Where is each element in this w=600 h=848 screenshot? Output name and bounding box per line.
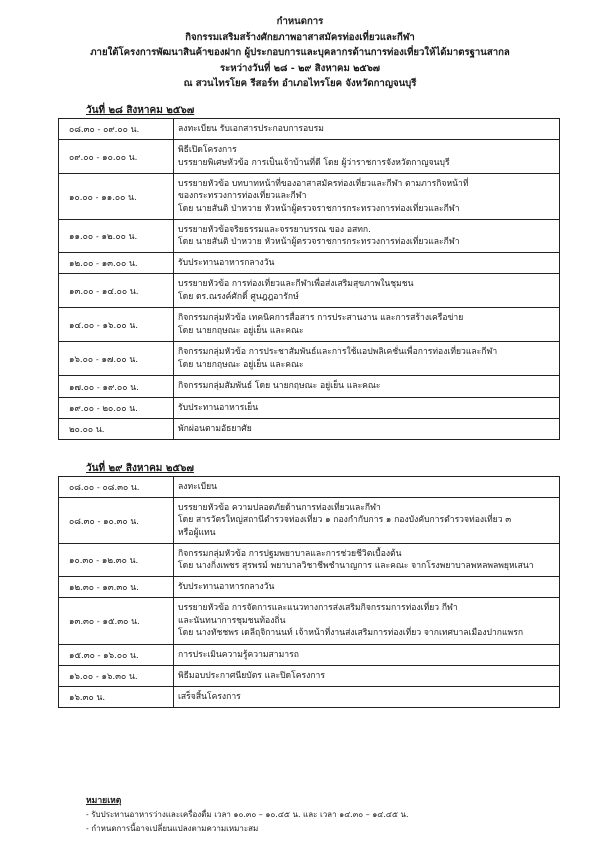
activity-line: กิจกรรมกลุ่มหัวข้อ เทคนิคการสื่อสาร การประสานงาน และการสร้างเครือข่าย xyxy=(178,313,464,323)
activity-line: กิจกรรมกลุ่มหัวข้อ การปฐมพยาบาลและการช่วยชีวิตเบื้องต้น xyxy=(178,548,402,559)
activity-line: พักผ่อนตามอัธยาศัย xyxy=(178,423,252,434)
schedule-row xyxy=(59,308,560,342)
activity-line: กิจกรรมกลุ่มหัวข้อ การประชาสัมพันธ์และการใช้แอปพลิเคชั่นเพื่อการท่องเที่ยวและกีฬา xyxy=(178,347,498,357)
activity-line: บรรยายหัวข้อจริยธรรมและจรรยาบรรณ ของ อสทก. xyxy=(178,224,371,235)
time-cell: ๑๓.๓๐ - ๑๕.๓๐ น. xyxy=(59,598,174,645)
activity-line: การประเมินความรู้ความสามารถ xyxy=(178,649,299,660)
time-cell: ๑๒.๐๐ - ๑๓.๐๐ น. xyxy=(59,253,174,274)
activity-cell xyxy=(174,342,560,376)
schedule-row xyxy=(59,220,560,253)
schedule-row xyxy=(59,687,560,708)
schedule-row xyxy=(59,174,560,220)
activity-line: รับประทานอาหารกลางวัน xyxy=(178,581,275,592)
schedule-row xyxy=(59,140,560,174)
time-cell: ๑๖.๐๐ - ๑๖.๓๐ น. xyxy=(59,666,174,687)
time-cell: ๑๖.๓๐ น. xyxy=(59,687,174,708)
day1-title: วันที่ ๒๘ สิงหาคม ๒๕๖๗ xyxy=(86,105,195,116)
schedule-row xyxy=(59,419,560,440)
activity-line: ลงทะเบียน รับเอกสารประกอบการอบรม xyxy=(178,123,324,134)
schedule-row xyxy=(59,577,560,598)
time-cell: ๑๙.๐๐ - ๒๐.๐๐ น. xyxy=(59,398,174,419)
activity-line: หรือผู้แทน xyxy=(178,527,216,538)
schedule-row xyxy=(59,645,560,666)
activity-line: โดย ดร.ณรงค์ศักดิ์ ศูนฎฎอารักษ์ xyxy=(178,291,299,302)
activity-line: รับประทานอาหารกลางวัน xyxy=(178,257,275,268)
time-cell: ๐๘.๓๐ - ๑๐.๓๐ น. xyxy=(59,498,174,544)
time-cell: ๑๓.๐๐ - ๑๔.๐๐ น. xyxy=(59,274,174,308)
time-cell: ๑๐.๐๐ - ๑๑.๐๐ น. xyxy=(59,174,174,220)
activity-cell xyxy=(174,140,560,174)
header-venue: ณ สวนไทรโยค รีสอร์ท อำเภอไทรโยค จังหวัดกาญจนบุรี xyxy=(183,78,417,90)
activity-line: บรรยายหัวข้อ การท่องเที่ยวและกีฬาเพื่อส่งเสริมสุขภาพในชุมชน xyxy=(178,279,414,289)
activity-line: โดย นายสันติ ป่าหวาย หัวหน้าผู้ตรวจราชการกระทรวงการท่องเที่ยวและกีฬา xyxy=(178,203,460,214)
activity-cell xyxy=(174,398,560,419)
activity-cell xyxy=(174,274,560,308)
time-cell: ๐๘.๓๐ - ๐๙.๐๐ น. xyxy=(59,119,174,140)
schedule-row xyxy=(59,398,560,419)
header-project: ภายใต้โครงการพัฒนาสินค้าของฝาก ผู้ประกอบการและบุคลากรด้านการท่องเที่ยวให้ได้มาตรฐานสากล xyxy=(90,47,510,59)
activity-cell xyxy=(174,119,560,140)
time-cell: ๑๑.๐๐ - ๑๒.๐๐ น. xyxy=(59,220,174,253)
activity-line: โดย นางทัชชพร เดลีฤจิกานนท์ เจ้าหน้าที่งานส่งเสริมการท่องเที่ยว จากเทศบาลเมืองปากแพรก xyxy=(178,628,524,639)
schedule-row xyxy=(59,274,560,308)
time-cell: ๑๔.๐๐ - ๑๖.๐๐ น. xyxy=(59,308,174,342)
header-title: กำหนดการ xyxy=(276,16,324,27)
activity-cell xyxy=(174,544,560,577)
time-cell: ๑๕.๓๐ - ๑๖.๐๐ น. xyxy=(59,645,174,666)
schedule-row xyxy=(59,498,560,544)
activity-line: ลงทะเบียน xyxy=(178,481,218,492)
activity-line: โดย นายกฤษณะ อยู่เย็น และคณะ xyxy=(178,359,304,370)
header-dates: ระหว่างวันที่ ๒๘ - ๒๙ สิงหาคม ๒๕๖๗ xyxy=(220,62,380,74)
activity-cell xyxy=(174,308,560,342)
notes-section xyxy=(86,794,409,836)
schedule-row xyxy=(59,119,560,140)
time-cell: ๒๐.๐๐ น. xyxy=(59,419,174,440)
time-cell: ๑๐.๓๐ - ๑๒.๓๐ น. xyxy=(59,544,174,577)
activity-line: บรรยายหัวข้อ บทบาทหน้าที่ของอาสาสมัครท่องเที่ยวและกีฬา ตามภารกิจหน้าที่ xyxy=(178,178,469,189)
activity-line: บรรยายหัวข้อ ความปลอดภัยด้านการท่องเที่ยวและกีฬา xyxy=(178,502,381,513)
schedule-row xyxy=(59,376,560,398)
activity-cell xyxy=(174,174,560,220)
activity-cell xyxy=(174,220,560,253)
schedule-row xyxy=(59,253,560,274)
activity-line: โดย นายกฤษณะ อยู่เย็น และคณะ xyxy=(178,325,304,336)
activity-cell xyxy=(174,498,560,544)
activity-cell xyxy=(174,577,560,598)
schedule-row xyxy=(59,598,560,645)
activity-line: พิธีเปิดโครงการ xyxy=(178,145,237,155)
note-item: - รับประทานอาหารว่างและเครื่องดื่ม เวลา ๑๐.๓๐ – ๑๐.๔๕ น. และ เวลา ๑๔.๓๐ – ๑๔.๔๕ น. xyxy=(86,810,409,819)
notes-title: หมายเหตุ xyxy=(86,796,122,806)
activity-line: พิธีมอบประกาศนียบัตร และปิดโครงการ xyxy=(178,670,325,681)
activity-line: และนันทนาการชุมชนท้องถิ่น xyxy=(178,615,286,626)
day2-schedule-table xyxy=(58,476,560,708)
activity-cell xyxy=(174,687,560,708)
schedule-row xyxy=(59,342,560,376)
activity-line: บรรยายพิเศษหัวข้อ การเป็นเจ้าบ้านที่ดี โดย ผู้ว่าราชการจังหวัดกาญจนบุรี xyxy=(178,157,450,168)
note-item: - กำหนดการนี้อาจเปลี่ยนแปลงตามความเหมาะสม xyxy=(86,824,259,833)
activity-line: ของกระทรวงการท่องเที่ยวและกีฬา xyxy=(178,191,307,202)
day2-title: วันที่ ๒๙ สิงหาคม ๒๕๖๗ xyxy=(86,463,194,474)
time-cell: ๐๙.๐๐ - ๑๐.๐๐ น. xyxy=(59,140,174,174)
activity-cell xyxy=(174,419,560,440)
activity-line: โดย นายสันติ ป่าหวาย หัวหน้าผู้ตรวจราชการกระทรวงการท่องเที่ยวและกีฬา xyxy=(178,237,460,247)
time-cell: ๑๒.๓๐ - ๑๓.๓๐ น. xyxy=(59,577,174,598)
activity-line: บรรยายหัวข้อ การจัดการและแนวทางการส่งเสริมกิจกรรมการท่องเที่ยว กีฬา xyxy=(178,603,458,614)
header-activity: กิจกรรมเสริมสร้างศักยภาพอาสาสมัครท่องเที่ยวและกีฬา xyxy=(185,31,415,43)
time-cell: ๑๗.๐๐ - ๑๙.๐๐ น. xyxy=(59,376,174,398)
activity-cell xyxy=(174,666,560,687)
activity-line: โดย สารวัตรใหญ่สถานีตำรวจท่องเที่ยว ๑ กองกำกับการ ๑ กองบังคับการตำรวจท่องเที่ยว ๓ xyxy=(178,515,512,526)
document-header xyxy=(0,14,600,92)
activity-cell xyxy=(174,253,560,274)
time-cell: ๐๘.๐๐ - ๐๘.๓๐ น. xyxy=(59,477,174,498)
activity-cell xyxy=(174,645,560,666)
activity-cell xyxy=(174,376,560,398)
schedule-row xyxy=(59,544,560,577)
schedule-row xyxy=(59,477,560,498)
day1-schedule-table xyxy=(58,118,560,440)
activity-line: เสร็จสิ้นโครงการ xyxy=(178,691,241,702)
activity-cell xyxy=(174,477,560,498)
activity-line: กิจกรรมกลุ่มสัมพันธ์ โดย นายกฤษณะ อยู่เย็น และคณะ xyxy=(178,381,381,392)
activity-line: รับประทานอาหารเย็น xyxy=(178,402,259,413)
activity-line: โดย นางกิ่งเพชร สุรพรม์ พยาบาลวิชาชีพชำนาญการ และคณะ จากโรงพยาบาลพหลพลพยุหเสนา xyxy=(178,561,534,571)
schedule-row xyxy=(59,666,560,687)
activity-cell xyxy=(174,598,560,645)
time-cell: ๑๖.๐๐ - ๑๗.๐๐ น. xyxy=(59,342,174,376)
